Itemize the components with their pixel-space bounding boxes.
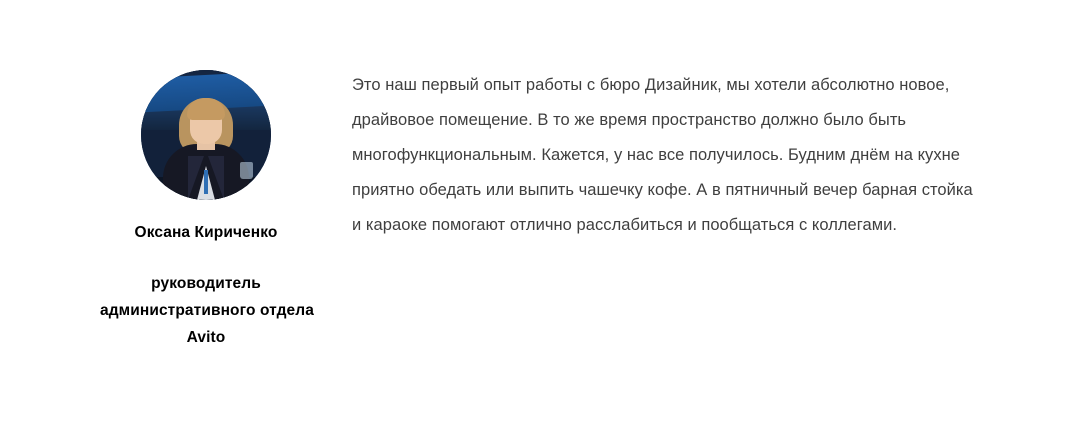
photo-lapel-right [208, 156, 224, 200]
person-card [100, 70, 312, 351]
person-role-line-1: руководитель [151, 274, 261, 292]
avatar-photo [141, 70, 271, 200]
person-role-company: Avito [186, 328, 226, 346]
photo-lanyard [204, 170, 208, 194]
testimonial-quote-text: Это наш первый опыт работы с бюро Дизайник, мы хотели абсолютно новое, драйвовое помещение. В то же время пространство должно было быть многофункциональным. Кажется, у нас все получилось. Будним днём на кухне приятно обедать или выпить чашечку кофе. А в пятничный вечер барная стойка и караоке помогают отлично расслабиться и пообщаться с коллегами. [352, 76, 973, 234]
person-role-line-2: административного отдела [100, 301, 314, 319]
avatar [141, 70, 271, 200]
photo-glass [240, 162, 253, 179]
person-name: Оксана Кириченко [134, 224, 278, 241]
person-role [100, 270, 312, 351]
photo-lapel-left [188, 156, 204, 200]
photo-hair-top [187, 98, 225, 120]
